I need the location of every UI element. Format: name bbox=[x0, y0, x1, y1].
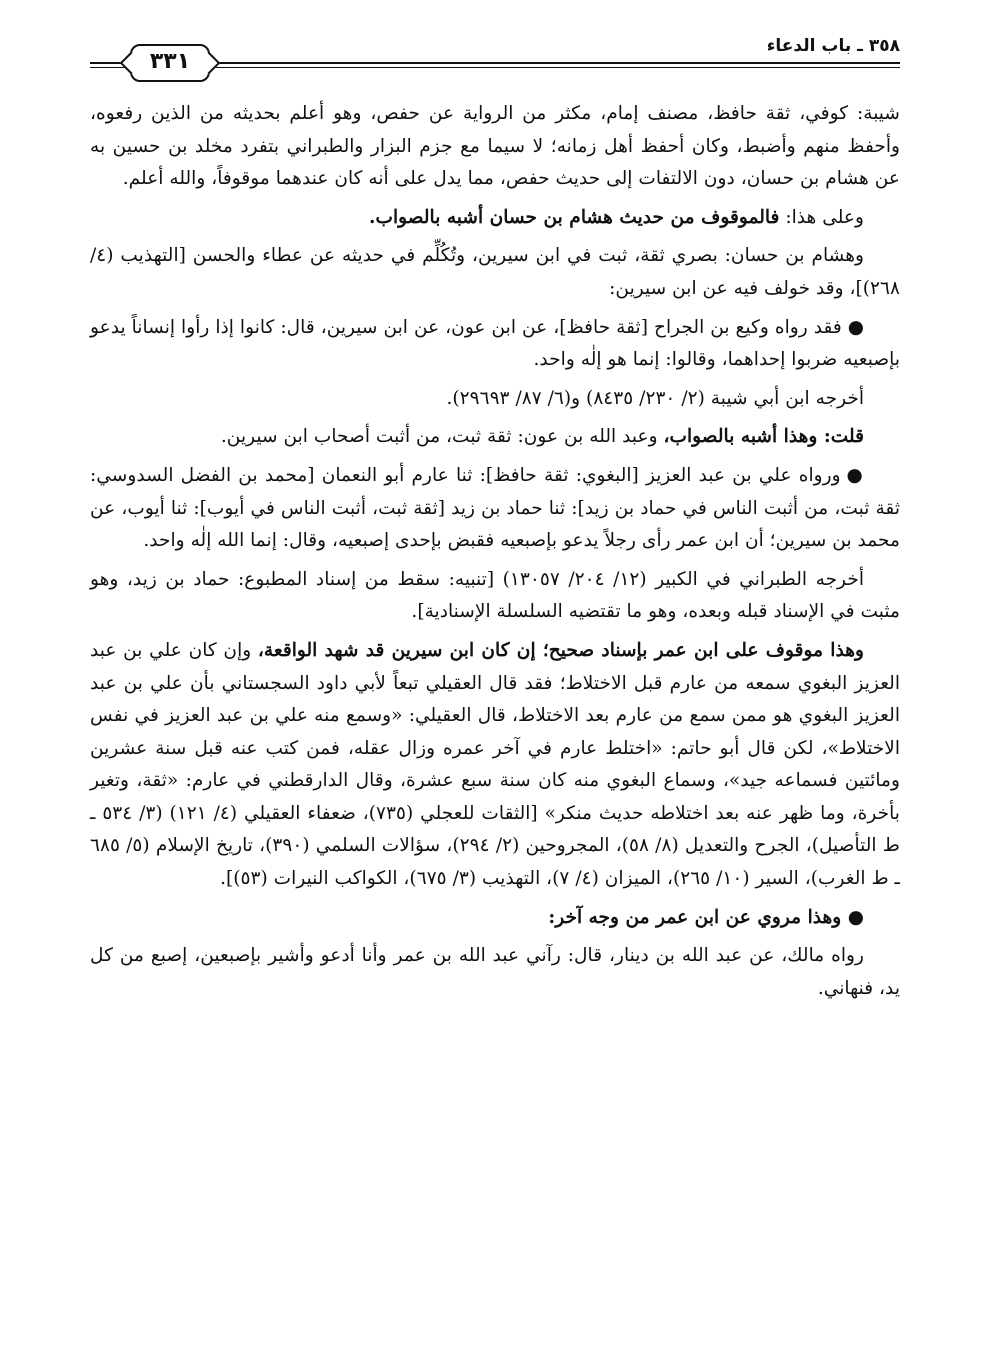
paragraph-text: ورواه علي بن عبد العزيز [البغوي: ثقة حافظ]: ثنا عارم أبو النعمان [محمد بن الفضل السدوسي: ثقة ثبت، من أثبت الناس في حماد بن زيد]: ثنا حماد بن زيد [ثقة ثبت، أثبت الناس في أيوب]: ثنا أيوب، عن محمد بن سيرين؛ أن ابن عمر رأى رجلاً يدعو بإصبعيه فقبض بإحدى إصبعيه، وقال: إنما الله إلٰه واحد. bbox=[90, 464, 900, 552]
paragraph bbox=[90, 564, 900, 629]
paragraph-bold: وهذا مروي عن ابن عمر من وجه آخر: bbox=[548, 906, 848, 928]
paragraph-text: وهشام بن حسان: بصري ثقة، ثبت في ابن سيرين، وتُكُلِّم في حديثه عن عطاء والحسن [التهذيب (٤/ ٢٦٨)]، وقد خولف فيه عن ابن سيرين: bbox=[90, 245, 900, 299]
page-body bbox=[90, 98, 900, 1011]
bullet-icon: ● bbox=[846, 464, 864, 486]
paragraph-lead: وعلى هذا: bbox=[779, 206, 864, 228]
chapter-title: ٣٥٨ ـ باب الدعاء bbox=[766, 36, 900, 56]
paragraph bbox=[90, 383, 900, 416]
paragraph bbox=[90, 312, 900, 377]
paragraph-text: فقد رواه وكيع بن الجراح [ثقة حافظ]، عن ابن عون، عن ابن سيرين، قال: كانوا إذا رأوا إنساناً يدعو بإصبعيه ضربوا إحداهما، وقالوا: إنما هو إلٰه واحد. bbox=[90, 316, 900, 371]
paragraph-text: وعبد الله بن عون: ثقة ثبت، من أثبت أصحاب ابن سيرين. bbox=[220, 426, 664, 448]
paragraph bbox=[90, 202, 900, 235]
paragraph-text: وإن كان علي بن عبد العزيز البغوي سمعه من عارم قبل الاختلاط؛ فقد قال العقيلي تبعاً لأبي داود السجستاني بأن علي بن عبد العزيز البغوي هو ممن سمع من عارم بعد الاختلاط، قال العقيلي: «وسمع منه علي بن عبد العزيز في نفس الاختلاط»، لكن قال أبو حاتم: «اختلط عارم في آخر عمره وزال عقله، فمن كتب عنه قبل سنة عشرين ومائتين فسماعه جيد»، وسماع البغوي منه كان سنة سبع عشرة، وقال الدارقطني في عارم: «ثقة، وتغير بأخرة، وما ظهر عنه بعد اختلاطه حديث منكر» [الثقات للعجلي (٧٣٥)، ضعفاء العقيلي (٤/ ١٢١) (٣/ ٥٣٤ ـ ط التأصيل)، الجرح والتعديل (٨/ ٥٨)، المجروحين (٢/ ٢٩٤)، سؤالات السلمي (٣٩٠)، تاريخ الإسلام (٥/ ٦٨٥ ـ ط الغرب)، السير (١٠/ ٢٦٥)، الميزان (٤/ ٧)، التهذيب (٣/ ٦٧٥)، الكواكب النيرات (٥٣)]. bbox=[90, 639, 900, 890]
paragraph bbox=[90, 98, 900, 196]
paragraph-text: أخرجه الطبراني في الكبير (١٢/ ٢٠٤/ ١٣٠٥٧) [تنبيه: سقط من إسناد المطبوع: حماد بن زيد، وهو مثبت في الإسناد قبله وبعده، وهو ما تقتضيه السلسلة الإسنادية]. bbox=[90, 568, 900, 623]
page-number-badge bbox=[130, 44, 210, 82]
paragraph bbox=[90, 902, 900, 935]
paragraph bbox=[90, 635, 900, 896]
paragraph-text: شيبة: كوفي، ثقة حافظ، مصنف إمام، مكثر من الرواية عن حفص، وهو أعلم بحديثه من الذين رفعوه، وأحفظ منهم وأضبط، وكان أحفظ أهل زمانه؛ لا سيما مع جزم البزار والطبراني بتفرد مخلد بن حسين به عن هشام بن حسان، دون الالتفات إلى حديث حفص، مما يدل على أنه كان عندهما موقوفاً، والله أعلم. bbox=[90, 103, 900, 190]
paragraph-text: أخرجه ابن أبي شيبة (٢/ ٢٣٠/ ٨٤٣٥) و(٦/ ٨٧/ ٢٩٦٩٣). bbox=[446, 387, 864, 409]
bullet-icon: ● bbox=[847, 906, 864, 928]
paragraph-bold: قلت: وهذا أشبه بالصواب، bbox=[663, 426, 864, 448]
paragraph-bold: فالموقوف من حديث هشام بن حسان أشبه بالصواب. bbox=[368, 206, 780, 228]
bullet-icon: ● bbox=[847, 316, 864, 338]
paragraph bbox=[90, 421, 900, 454]
paragraph-text: رواه مالك، عن عبد الله بن دينار، قال: رآني عبد الله بن عمر وأنا أدعو وأشير بإصبعين، إصبع من كل يد، فنهاني. bbox=[90, 945, 900, 999]
page-number: ٣٣١ bbox=[149, 49, 191, 74]
paragraph-bold: وهذا موقوف على ابن عمر بإسناد صحيح؛ إن كان ابن سيرين قد شهد الواقعة، bbox=[257, 639, 864, 661]
paragraph bbox=[90, 940, 900, 1005]
paragraph bbox=[90, 460, 900, 558]
paragraph bbox=[90, 240, 900, 305]
page-header bbox=[90, 36, 900, 76]
